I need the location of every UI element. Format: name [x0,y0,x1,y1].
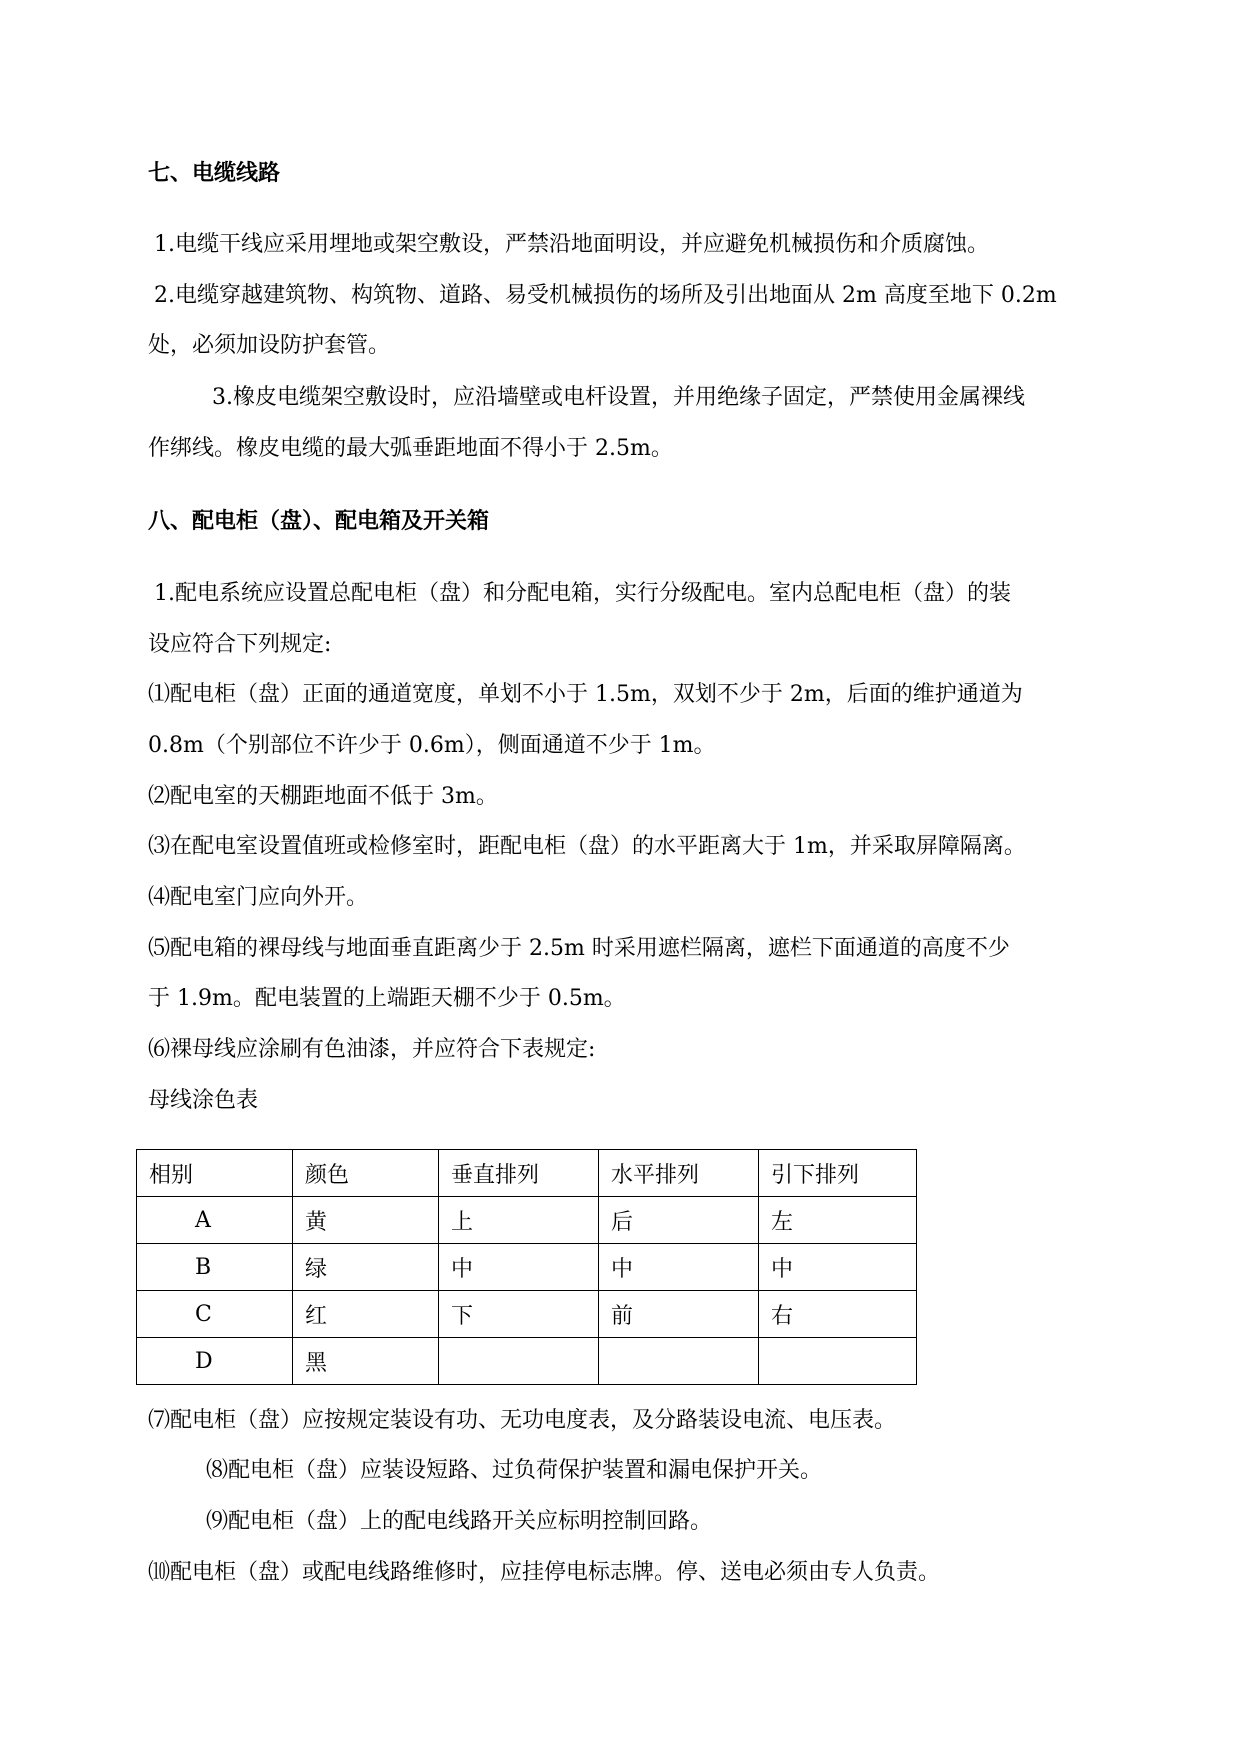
section7-item3: 3.橡皮电缆架空敷设时，应沿墙壁或电杆设置，并用绝缘子固定，严禁使用金属裸线 [212,385,1025,410]
section8-rule4: ⑷配电室门应向外开。 [148,885,369,910]
table-row [137,1338,917,1385]
table-caption: 母线涂色表 [148,1088,259,1113]
table-cell: 红 [293,1291,439,1338]
section8-rule1: ⑴配电柜（盘）正面的通道宽度，单划不小于 1.5m，双划不少于 2m，后面的维护通道为 [148,682,1023,707]
section8-rule6: ⑹裸母线应涂刷有色油漆，并应符合下表规定: [148,1037,596,1062]
table-cell: 中 [439,1244,599,1291]
table-cell: 中 [759,1244,917,1291]
table-header-row [137,1150,917,1197]
table-cell: D [137,1338,293,1385]
table-header-cell: 引下排列 [759,1150,917,1197]
table-cell: 中 [599,1244,759,1291]
section8-rule1-cont: 0.8m（个别部位不许少于 0.6m），侧面通道不少于 1m。 [148,733,716,758]
section8-rule7: ⑺配电柜（盘）应按规定装设有功、无功电度表，及分路装设电流、电压表。 [148,1408,897,1433]
table-cell: 左 [759,1197,917,1244]
section7-item1: 1.电缆干线应采用埋地或架空敷设，严禁沿地面明设，并应避免机械损伤和介质腐蚀。 [154,232,989,257]
section7-item2-cont: 处，必须加设防护套管。 [148,333,391,358]
table-row [137,1291,917,1338]
table-cell: 下 [439,1291,599,1338]
section8-rule5: ⑸配电箱的裸母线与地面垂直距离少于 2.5m 时采用遮栏隔离，遮栏下面通道的高度不少 [148,936,1010,961]
section8-item1: 1.配电系统应设置总配电柜（盘）和分配电箱，实行分级配电。室内总配电柜（盘）的装 [154,581,1011,606]
section7-heading: 七、电缆线路 [148,160,281,186]
table-row [137,1197,917,1244]
table-header-cell: 相别 [137,1150,293,1197]
table-cell: B [137,1244,293,1291]
section8-rule2: ⑵配电室的天棚距地面不低于 3m。 [148,784,498,809]
table-cell: 上 [439,1197,599,1244]
table-row [137,1244,917,1291]
busbar-color-table [136,1149,917,1385]
section8-rule3: ⑶在配电室设置值班或检修室时，距配电柜（盘）的水平距离大于 1m，并采取屏障隔离。 [148,834,1026,859]
table-cell [599,1338,759,1385]
table-header-cell: 颜色 [293,1150,439,1197]
table-cell [759,1338,917,1385]
table-cell: 绿 [293,1244,439,1291]
table-cell: 黑 [293,1338,439,1385]
table-header-cell: 水平排列 [599,1150,759,1197]
table-cell: 右 [759,1291,917,1338]
table-cell: 前 [599,1291,759,1338]
table-cell [439,1338,599,1385]
table-cell: 黄 [293,1197,439,1244]
section8-rule10: ⑽配电柜（盘）或配电线路维修时，应挂停电标志牌。停、送电必须由专人负责。 [148,1560,941,1585]
section7-item2: 2.电缆穿越建筑物、构筑物、道路、易受机械损伤的场所及引出地面从 2m 高度至地下 0.2m [154,283,1057,308]
section8-rule9: ⑼配电柜（盘）上的配电线路开关应标明控制回路。 [206,1509,713,1534]
table-header-cell: 垂直排列 [439,1150,599,1197]
table-cell: C [137,1291,293,1338]
section8-heading: 八、配电柜（盘）、配电箱及开关箱 [148,508,490,534]
table-cell: A [137,1197,293,1244]
section7-item3-cont: 作绑线。橡皮电缆的最大弧垂距地面不得小于 2.5m。 [148,436,673,461]
table-cell: 后 [599,1197,759,1244]
section8-item1-cont: 设应符合下列规定: [148,632,332,657]
section8-rule8: ⑻配电柜（盘）应装设短路、过负荷保护装置和漏电保护开关。 [206,1458,823,1483]
section8-rule5-cont: 于 1.9m。配电装置的上端距天棚不少于 0.5m。 [148,986,626,1011]
